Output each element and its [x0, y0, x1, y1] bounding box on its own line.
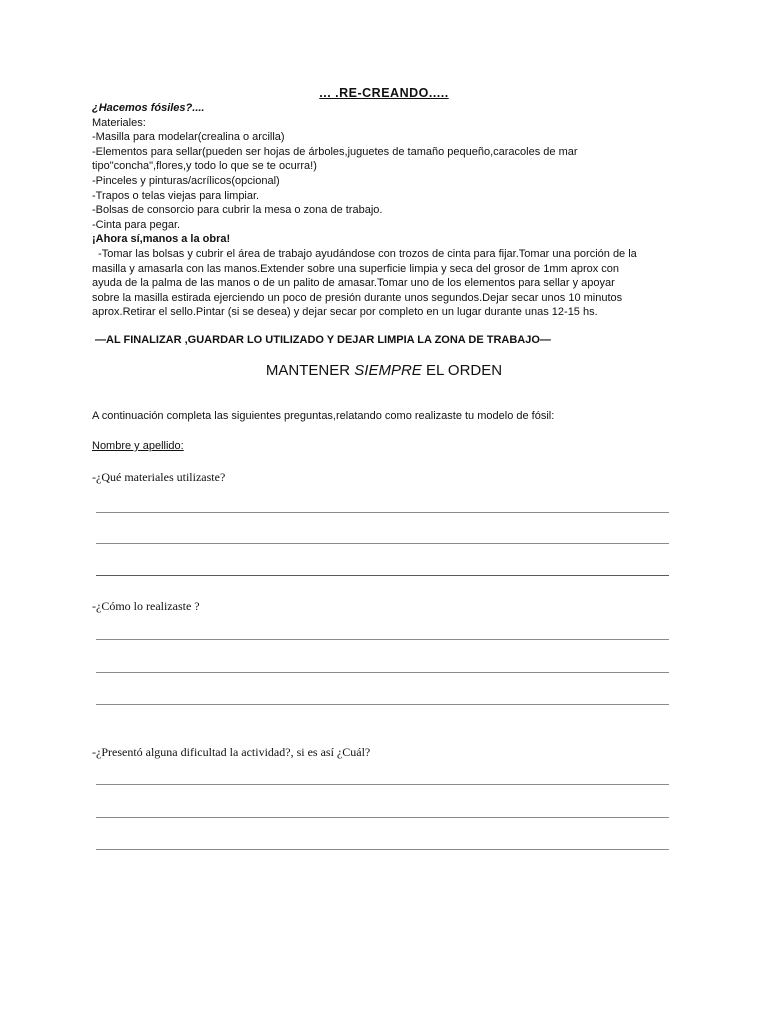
headline	[0, 362, 768, 379]
headline-emphasis: SIEMPRE	[354, 362, 422, 379]
materials-item: -Masilla para modelar(crealina o arcilla)	[92, 131, 285, 144]
answer-line[interactable]	[96, 817, 669, 818]
answer-line[interactable]	[96, 512, 669, 513]
answer-line[interactable]	[96, 543, 669, 544]
instruction-line: -Tomar las bolsas y cubrir el área de trabajo ayudándose con trozos de cinta para fijar.Tomar una porción de la	[92, 247, 637, 260]
document-title: ... .RE-CREANDO.....	[319, 86, 449, 100]
question-3: -¿Presentó alguna dificultad la actividad?, si es así ¿Cuál?	[92, 745, 371, 759]
instruction-line: ayuda de la palma de las manos o de un palito de amasar.Tomar uno de los elementos para sellar y apoyar	[92, 277, 615, 290]
subtitle: ¿Hacemos fósiles?....	[92, 102, 205, 114]
question-1: -¿Qué materiales utilizaste?	[92, 470, 226, 484]
answer-line[interactable]	[96, 849, 669, 850]
materials-item: -Elementos para sellar(pueden ser hojas de árboles,juguetes de tamaño pequeño,caracoles de mar	[92, 145, 578, 158]
action-header: ¡Ahora sí,manos a la obra!	[92, 233, 231, 246]
question-2: -¿Cómo lo realizaste ?	[92, 599, 200, 613]
headline-part: MANTENER	[265, 362, 355, 379]
materials-item: -Cinta para pegar.	[92, 218, 181, 231]
instruction-line: aprox.Retirar el sello.Pintar (si se desea) y dejar secar por completo en un lugar durante unas 12-15 hs.	[92, 306, 598, 319]
closing-rule: —AL FINALIZAR ,GUARDAR LO UTILIZADO Y DEJAR LIMPIA LA ZONA DE TRABAJO—	[95, 334, 551, 346]
answer-line[interactable]	[96, 575, 669, 576]
answer-line[interactable]	[96, 704, 669, 705]
instruction-line: sobre la masilla estirada ejerciendo un poco de presión durante unos segundos.Dejar secar unos 10 minutos	[92, 291, 623, 304]
materials-item: -Pinceles y pinturas/acrílicos(opcional)	[92, 174, 280, 187]
answer-line[interactable]	[96, 672, 669, 673]
answer-line[interactable]	[96, 784, 669, 785]
headline-part: EL ORDEN	[421, 362, 503, 379]
materials-item: -Trapos o telas viejas para limpiar.	[92, 189, 260, 202]
materials-item: -Bolsas de consorcio para cubrir la mesa o zona de trabajo.	[92, 204, 383, 217]
instruction-line: masilla y amasarla con las manos.Extender sobre una superficie limpia y seca del grosor de 1mm aprox con	[92, 262, 620, 275]
instructions-block	[92, 101, 677, 320]
materials-item: tipo"concha",flores,y todo lo que se te ocurra!)	[92, 160, 317, 173]
materials-header: Materiales:	[92, 116, 146, 129]
answer-line[interactable]	[96, 639, 669, 640]
name-label: Nombre y apellido:	[92, 440, 184, 452]
intro-text: A continuación completa las siguientes preguntas,relatando como realizaste tu modelo de fósil:	[92, 410, 555, 422]
